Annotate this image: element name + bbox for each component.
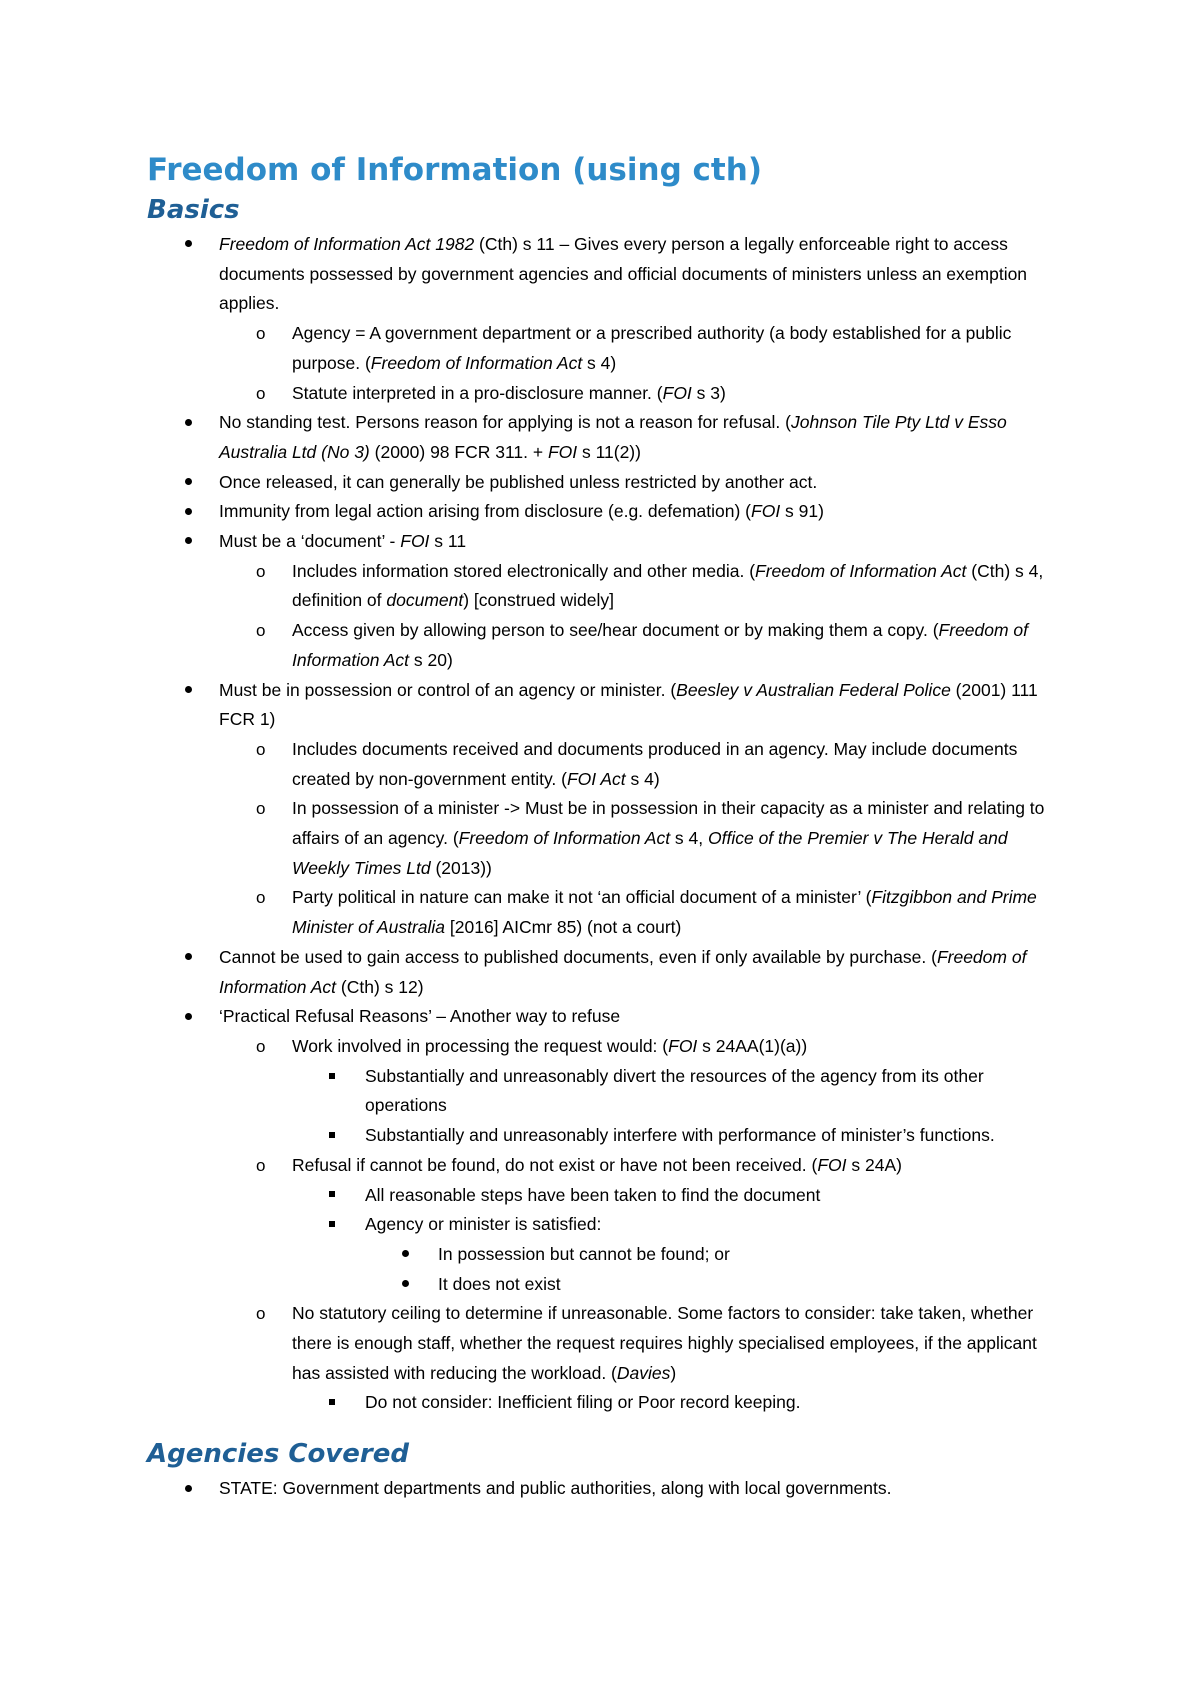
list-item bbox=[147, 557, 1067, 616]
list-item-text bbox=[365, 1392, 800, 1412]
section-heading: Basics bbox=[147, 195, 240, 225]
list-item-text bbox=[219, 1006, 620, 1026]
list-item bbox=[147, 527, 1067, 557]
list-item bbox=[147, 616, 1067, 675]
list-item-text bbox=[292, 561, 1043, 611]
text-run: No statutory ceiling to determine if unreasonable. Some factors to consider: take taken, whether there is enough staff, whether the request requires highly specialised employees, if the applicant has assisted with reducing the workload. ( bbox=[292, 1303, 1037, 1383]
list-item bbox=[147, 943, 1067, 1002]
text-run: s 91) bbox=[780, 501, 824, 522]
text-run: Agency = A government department or a prescribed authority (a body established for a public purpose. ( bbox=[292, 323, 1012, 373]
text-run: Substantially and unreasonably interfere with performance of minister’s functions. bbox=[365, 1125, 995, 1146]
circle-bullet-icon: o bbox=[256, 621, 266, 641]
square-bullet-icon bbox=[329, 1062, 335, 1092]
document-title: Freedom of Information (using cth) bbox=[147, 152, 762, 188]
dot-bullet-icon bbox=[185, 1474, 192, 1504]
list-item-text bbox=[292, 1303, 1037, 1382]
dot-bullet-icon bbox=[185, 468, 192, 498]
text-run: It does not exist bbox=[438, 1273, 561, 1294]
dot-bullet-icon bbox=[402, 1270, 409, 1300]
bullet-list bbox=[147, 1474, 1067, 1504]
list-item-text bbox=[292, 739, 1017, 789]
italic-citation: FOI bbox=[668, 1035, 698, 1056]
list-item bbox=[147, 497, 1067, 527]
text-run: [2016] AICmr 85) (not a court) bbox=[445, 917, 682, 938]
text-run: Access given by allowing person to see/hear document or by making them a copy. ( bbox=[292, 620, 939, 641]
italic-citation: FOI bbox=[547, 441, 578, 462]
list-item-text bbox=[219, 680, 1038, 730]
square-bullet-icon bbox=[329, 1210, 335, 1240]
dot-bullet-icon bbox=[185, 527, 192, 557]
dot-bullet-icon bbox=[185, 943, 192, 973]
italic-citation: FOI bbox=[751, 501, 781, 522]
text-run: (Cth) s 4, definition of bbox=[292, 560, 1044, 611]
text-run: Statute interpreted in a pro-disclosure manner. ( bbox=[292, 382, 663, 403]
list-item-text bbox=[292, 1036, 807, 1056]
circle-bullet-icon: o bbox=[256, 383, 266, 403]
circle-bullet-icon: o bbox=[256, 1304, 266, 1324]
list-item-text bbox=[365, 1185, 820, 1205]
italic-citation: Freedom of Information Act 1982 bbox=[219, 234, 475, 254]
italic-citation: FOI bbox=[400, 531, 430, 552]
dot-bullet-icon bbox=[185, 1002, 192, 1032]
circle-bullet-icon: o bbox=[256, 1036, 266, 1056]
dot-bullet-icon bbox=[185, 497, 192, 527]
text-run: s 20) bbox=[409, 649, 453, 670]
text-run: Must be in possession or control of an agency or minister. ( bbox=[219, 679, 677, 700]
italic-citation: Freedom of Information Act bbox=[458, 828, 671, 849]
italic-citation: document bbox=[386, 590, 464, 611]
list-item bbox=[147, 1240, 1067, 1270]
text-run: s 11(2)) bbox=[577, 441, 641, 462]
italic-citation: Beesley v Australian Federal Police bbox=[676, 679, 951, 700]
text-run: (2001) 111 FCR 1) bbox=[219, 679, 1038, 730]
list-item bbox=[147, 379, 1067, 409]
list-item bbox=[147, 1299, 1067, 1388]
square-bullet-icon bbox=[329, 1388, 335, 1418]
list-item bbox=[147, 1210, 1067, 1240]
text-run: STATE: Government departments and public authorities, along with local governments. bbox=[219, 1478, 892, 1499]
text-run: Substantially and unreasonably divert the resources of the agency from its other operations bbox=[365, 1065, 984, 1116]
text-run: All reasonable steps have been taken to find the document bbox=[365, 1184, 821, 1205]
text-run: ‘Practical Refusal Reasons’ – Another way to refuse bbox=[219, 1006, 621, 1027]
circle-bullet-icon: o bbox=[256, 561, 266, 581]
square-bullet-icon bbox=[329, 1121, 335, 1151]
text-run: (2013)) bbox=[430, 857, 492, 878]
italic-citation: Fitzgibbon and Prime Minister of Australia bbox=[292, 887, 1037, 938]
list-item bbox=[147, 1474, 1067, 1504]
text-run: ) [construed widely] bbox=[463, 590, 614, 611]
text-run: (Cth) s 11 – Gives every person a legally enforceable right to access documents possessed by government agencies and official documents of ministers unless an exemption applies. bbox=[219, 234, 1028, 314]
text-run: In possession of a minister -> Must be in possession in their capacity as a minister and relating to affairs of an agency. ( bbox=[292, 798, 1045, 849]
list-item bbox=[147, 319, 1067, 378]
square-bullet-icon bbox=[329, 1181, 335, 1211]
list-item-text bbox=[219, 234, 1027, 313]
list-item bbox=[147, 230, 1067, 319]
document-sections bbox=[147, 190, 1067, 1504]
list-item-text bbox=[292, 383, 726, 403]
list-item-text bbox=[438, 1274, 561, 1294]
list-item bbox=[147, 1121, 1067, 1151]
circle-bullet-icon: o bbox=[256, 888, 266, 908]
text-run: s 4) bbox=[625, 768, 660, 789]
list-item bbox=[147, 1062, 1067, 1121]
text-run: Agency or minister is satisfied: bbox=[365, 1214, 602, 1235]
circle-bullet-icon: o bbox=[256, 324, 266, 344]
text-run: (2000) 98 FCR 311. + bbox=[369, 441, 548, 462]
list-item bbox=[147, 1270, 1067, 1300]
bullet-list bbox=[147, 230, 1067, 1418]
text-run: s 11 bbox=[429, 531, 467, 552]
list-item-text bbox=[365, 1066, 984, 1116]
list-item bbox=[147, 1002, 1067, 1032]
dot-bullet-icon bbox=[402, 1240, 409, 1270]
italic-citation: FOI bbox=[817, 1154, 847, 1175]
text-run: s 3) bbox=[691, 382, 726, 403]
list-item-text bbox=[292, 1155, 902, 1175]
circle-bullet-icon: o bbox=[256, 799, 266, 819]
list-item bbox=[147, 883, 1067, 942]
text-run: No standing test. Persons reason for applying is not a reason for refusal. ( bbox=[219, 412, 791, 433]
text-run: s 24AA(1)(a)) bbox=[697, 1035, 808, 1056]
list-item-text bbox=[219, 412, 1007, 462]
text-run: Includes documents received and documents produced in an agency. May include documents created by non-government entity. ( bbox=[292, 738, 1018, 789]
italic-citation: Johnson Tile Pty Ltd v Esso Australia Ltd (No 3) bbox=[219, 412, 1007, 462]
list-item-text bbox=[219, 1478, 891, 1498]
list-item bbox=[147, 1181, 1067, 1211]
dot-bullet-icon bbox=[185, 408, 192, 438]
text-run: Cannot be used to gain access to published documents, even if only available by purchase. ( bbox=[219, 946, 937, 967]
text-run: ) bbox=[670, 1362, 677, 1383]
italic-citation: Davies bbox=[616, 1362, 671, 1383]
text-run: Party political in nature can make it not ‘an official document of a minister’ ( bbox=[292, 887, 872, 908]
list-item-text bbox=[219, 501, 824, 521]
list-item bbox=[147, 676, 1067, 735]
italic-citation: Freedom of Information Act bbox=[370, 352, 583, 373]
text-run: In possession but cannot be found; or bbox=[438, 1243, 730, 1264]
list-item-text bbox=[219, 472, 817, 492]
list-item-text bbox=[292, 323, 1011, 373]
italic-citation: FOI bbox=[662, 382, 692, 403]
list-item bbox=[147, 408, 1067, 467]
italic-citation: Freedom of Information Act bbox=[219, 946, 1027, 997]
list-item-text bbox=[292, 798, 1044, 877]
list-item-text bbox=[292, 887, 1037, 937]
list-item bbox=[147, 1151, 1067, 1181]
circle-bullet-icon: o bbox=[256, 1155, 266, 1175]
text-run: s 4, bbox=[670, 828, 708, 849]
italic-citation: Freedom of Information Act bbox=[755, 560, 967, 581]
list-item-text bbox=[365, 1125, 995, 1145]
text-run: Work involved in processing the request would: ( bbox=[292, 1035, 669, 1056]
list-item bbox=[147, 468, 1067, 498]
text-run: Must be a ‘document’ - bbox=[219, 531, 401, 552]
list-item-text bbox=[292, 620, 1028, 670]
italic-citation: Freedom of Information Act bbox=[292, 620, 1029, 670]
text-run: Includes information stored electronically and other media. ( bbox=[292, 560, 756, 581]
dot-bullet-icon bbox=[185, 230, 192, 260]
list-item-text bbox=[219, 531, 466, 551]
text-run: (Cth) s 12) bbox=[336, 976, 424, 997]
text-run: Once released, it can generally be published unless restricted by another act. bbox=[219, 471, 818, 492]
text-run: Refusal if cannot be found, do not exist or have not been received. ( bbox=[292, 1154, 818, 1175]
list-item-text bbox=[365, 1214, 601, 1234]
list-item bbox=[147, 735, 1067, 794]
list-item-text bbox=[438, 1244, 730, 1264]
list-item bbox=[147, 794, 1067, 883]
text-run: s 4) bbox=[582, 352, 617, 373]
italic-citation: Office of the Premier v The Herald and Weekly Times Ltd bbox=[292, 828, 1008, 878]
italic-citation: FOI Act bbox=[566, 768, 626, 789]
list-item bbox=[147, 1032, 1067, 1062]
dot-bullet-icon bbox=[185, 676, 192, 706]
document-body bbox=[147, 150, 1067, 1504]
text-run: Immunity from legal action arising from disclosure (e.g. defemation) ( bbox=[219, 501, 752, 522]
text-run: s 24A) bbox=[846, 1154, 902, 1175]
list-item bbox=[147, 1388, 1067, 1418]
text-run: Do not consider: Inefficient filing or Poor record keeping. bbox=[365, 1392, 801, 1413]
circle-bullet-icon: o bbox=[256, 739, 266, 759]
section-heading: Agencies Covered bbox=[147, 1439, 409, 1470]
list-item-text bbox=[219, 947, 1026, 997]
